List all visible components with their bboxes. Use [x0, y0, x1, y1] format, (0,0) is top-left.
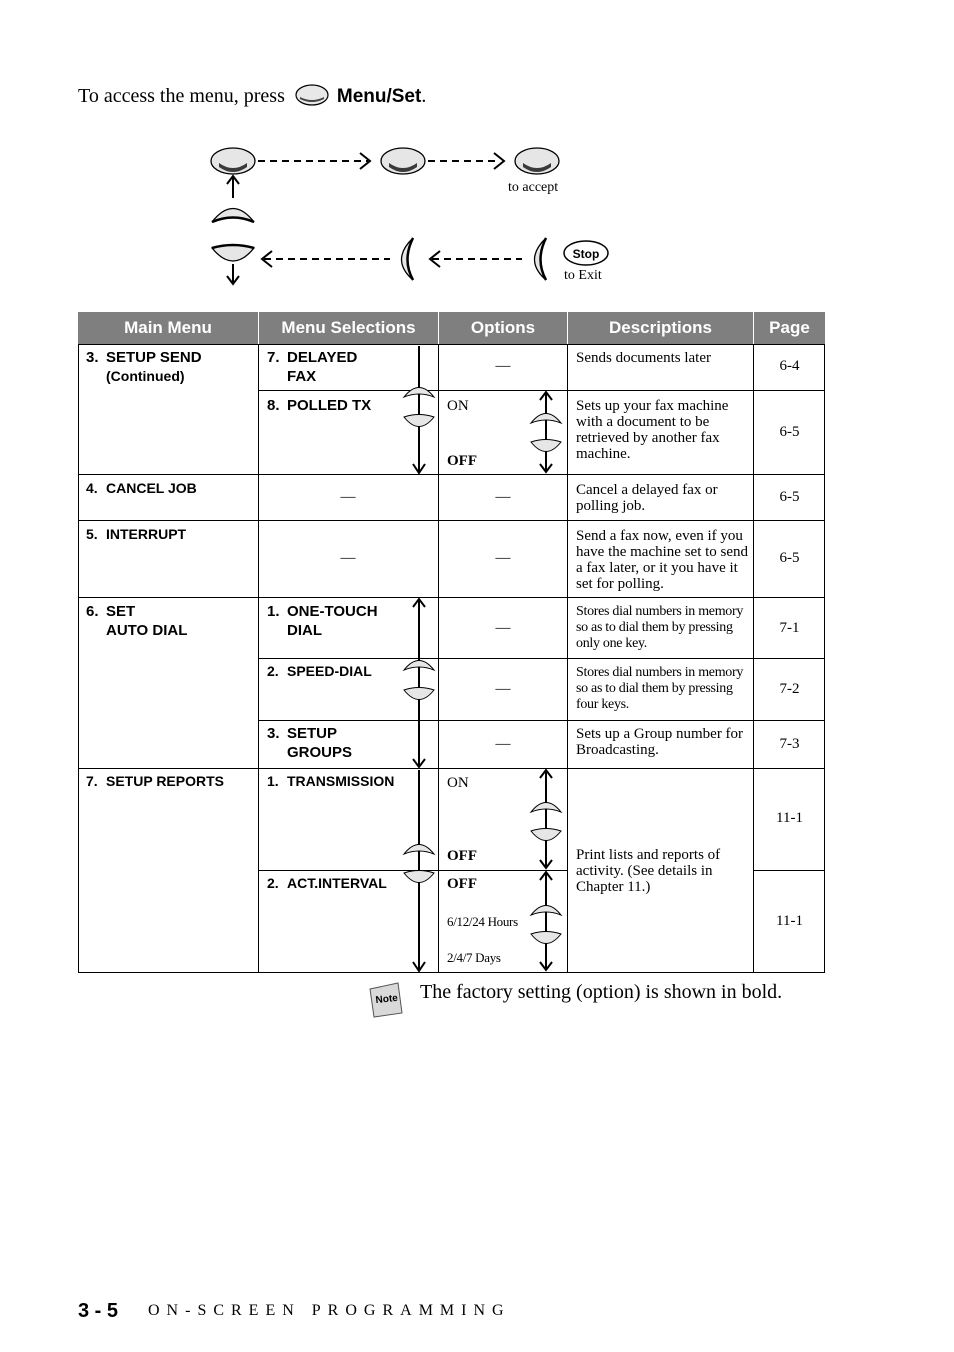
down-key-icon	[404, 415, 434, 427]
page-speed-dial: 7-2	[779, 681, 800, 697]
desc-interrupt: Send a fax now, even if you have the machine set to send a fax later, or it you have it set for polling.	[576, 528, 749, 592]
up-key-icon	[212, 209, 254, 223]
desc-one-touch-dial: Stores dial numbers in memory so as to dial them by pressing only one key.	[576, 604, 744, 651]
to-accept-label: to accept	[508, 180, 559, 195]
option-polled-tx-off: OFF	[447, 453, 477, 469]
intro-line: To access the menu, press Menu/Set.	[78, 84, 426, 112]
page-polled-tx: 6-5	[779, 424, 800, 440]
page-setup-groups: 7-3	[779, 736, 800, 752]
option-transmission-on: ON	[447, 775, 469, 791]
desc-delayed-fax: Sends documents later	[576, 350, 711, 366]
selection-setup-groups: 3. SETUP GROUPS	[267, 725, 353, 761]
option-setup-groups: —	[495, 736, 511, 752]
menu-set-label: Menu/Set	[336, 86, 422, 107]
option-transmission-off: OFF	[447, 848, 477, 864]
arrow-right-icon	[360, 153, 370, 169]
option-act-interval-days: 2/4/7 Days	[447, 950, 501, 965]
to-exit-label: to Exit	[564, 268, 602, 283]
menu-set-key-icon	[295, 84, 329, 112]
main-menu-setup-reports: 7. SETUP REPORTS	[86, 773, 224, 789]
down-key-icon	[531, 932, 561, 944]
page-interrupt: 6-5	[779, 550, 800, 566]
page-act-interval: 11-1	[776, 913, 803, 929]
selection-speed-dial: 2. SPEED-DIAL	[267, 663, 372, 679]
down-key-icon	[212, 245, 254, 261]
option-speed-dial: —	[495, 681, 511, 697]
chapter-title: ON-SCREEN PROGRAMMING	[148, 1302, 511, 1319]
note-icon	[366, 979, 406, 1024]
header-menu-selections: Menu Selections	[259, 312, 438, 344]
down-key-icon	[531, 440, 561, 452]
selection-transmission: 1. TRANSMISSION	[267, 773, 395, 789]
option-cancel-job: —	[495, 489, 511, 505]
navigation-flow-diagram	[200, 140, 630, 300]
selection-polled-tx: 8. POLLED TX	[267, 397, 372, 414]
page-cancel-job: 6-5	[779, 489, 800, 505]
desc-setup-groups: Sets up a Group number for Broadcasting.	[576, 726, 744, 758]
left-key-icon	[535, 238, 547, 280]
main-menu-set-auto-dial: 6. SET AUTO DIAL	[86, 603, 188, 639]
selection-delayed-fax: 7. DELAYED FAX	[267, 349, 358, 385]
arrow-right-icon	[494, 153, 504, 169]
option-act-interval-hours: 6/12/24 Hours	[447, 914, 518, 929]
main-menu-setup-send: 3. SETUP SEND (Continued)	[86, 349, 202, 384]
down-key-icon	[404, 871, 434, 883]
header-main-menu: Main Menu	[78, 312, 258, 344]
note-icon-label: Note	[375, 992, 399, 1007]
intro-text: To access the menu, press	[78, 85, 285, 107]
desc-speed-dial: Stores dial numbers in memory so as to dial them by pressing four keys.	[576, 665, 744, 712]
page-delayed-fax: 6-4	[779, 358, 800, 374]
option-delayed-fax: —	[495, 358, 511, 374]
header-page: Page	[754, 312, 825, 344]
page-number: 3 - 5	[78, 1300, 119, 1322]
page-transmission: 11-1	[776, 810, 803, 826]
option-polled-tx-on: ON	[447, 398, 469, 414]
option-act-interval-off: OFF	[447, 876, 477, 892]
option-one-touch-dial: —	[495, 620, 511, 636]
stop-key-label: Stop	[572, 247, 600, 261]
header-options: Options	[439, 312, 567, 344]
note-text: The factory setting (option) is shown in bold.	[420, 981, 783, 1003]
left-key-icon	[402, 238, 414, 280]
desc-cancel-job: Cancel a delayed fax or polling job.	[576, 482, 718, 514]
selection-one-touch-dial: 1. ONE-TOUCH DIAL	[267, 603, 378, 639]
desc-polled-tx: Sets up your fax machine with a document to be retrieved by another fax machine.	[576, 398, 729, 462]
down-key-icon	[404, 688, 434, 700]
menu-set-key-icon	[381, 148, 425, 174]
menu-set-key-icon	[211, 148, 255, 174]
page-one-touch-dial: 7-1	[779, 620, 800, 636]
menu-set-key-icon	[515, 148, 559, 174]
selection-act-interval: 2. ACT.INTERVAL	[267, 875, 387, 891]
main-menu-cancel-job: 4. CANCEL JOB	[86, 480, 197, 496]
header-descriptions: Descriptions	[568, 312, 753, 344]
desc-setup-reports: Print lists and reports of activity. (See details in Chapter 11.)	[576, 847, 721, 895]
selection-cancel-job: —	[340, 489, 356, 505]
selection-interrupt: —	[340, 550, 356, 566]
menu-table	[78, 312, 825, 973]
option-interrupt: —	[495, 550, 511, 566]
down-key-icon	[531, 829, 561, 841]
main-menu-interrupt: 5. INTERRUPT	[86, 526, 187, 542]
